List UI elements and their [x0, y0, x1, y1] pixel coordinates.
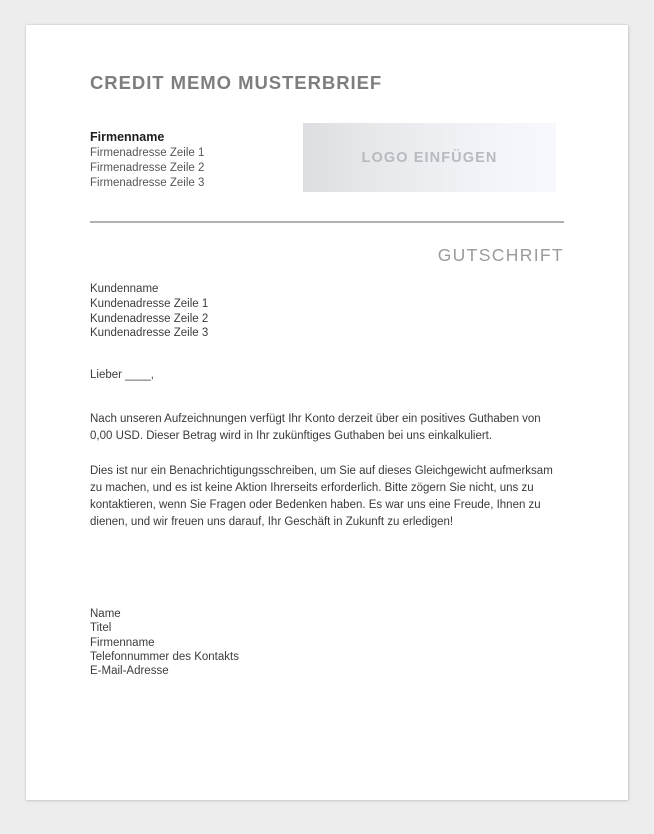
recipient-address-line: Kundenadresse Zeile 2 [90, 312, 209, 325]
header-divider [90, 221, 564, 223]
letter-body [90, 411, 565, 532]
recipient-address-line: Kundenadresse Zeile 3 [90, 327, 209, 340]
recipient-name: Kundenname [90, 283, 159, 295]
signature-company: Firmenname [90, 636, 155, 649]
salutation-line: Lieber ____, [90, 369, 154, 381]
recipient-address-block [90, 282, 350, 341]
recipient-address-line: Kundenadresse Zeile 1 [90, 297, 209, 310]
sender-company-name: Firmenname [90, 130, 165, 144]
signature-title: Titel [90, 622, 112, 635]
sender-address-line: Firmenadresse Zeile 2 [90, 162, 205, 174]
signature-email: E-Mail-Adresse [90, 665, 169, 678]
signature-name: Name [90, 608, 121, 620]
page-title: CREDIT MEMO MUSTERBRIEF [90, 72, 383, 93]
body-paragraph: Nach unseren Aufzeichnungen verfügt Ihr Konto derzeit über ein positives Guthaben von 0,00 USD. Dieser Betrag wird in Ihr zukünftiges Guthaben bei uns einkalkuliert. [90, 413, 541, 443]
signature-block [90, 607, 370, 678]
logo-placeholder-label: LOGO EINFÜGEN [361, 149, 498, 166]
sender-address-block [90, 129, 300, 191]
signature-phone: Telefonnummer des Kontakts [90, 650, 239, 663]
logo-placeholder[interactable] [303, 123, 556, 192]
document-page [26, 25, 628, 800]
sender-address-line: Firmenadresse Zeile 1 [90, 147, 205, 159]
body-paragraph: Dies ist nur ein Benachrichtigungsschreiben, um Sie auf dieses Gleichgewicht aufmerksam zu machen, und es ist keine Aktion Ihrerseits erforderlich. Bitte zögern Sie nicht, uns zu kontaktieren, wenn Sie Fragen oder Bedenken haben. Es war uns eine Freude, Ihnen zu dienen, und wir freuen uns darauf, Ihr Geschäft in Zukunft zu erledigen! [90, 464, 553, 529]
document-type-heading: GUTSCHRIFT [437, 245, 564, 265]
sender-address-line: Firmenadresse Zeile 3 [90, 177, 205, 189]
